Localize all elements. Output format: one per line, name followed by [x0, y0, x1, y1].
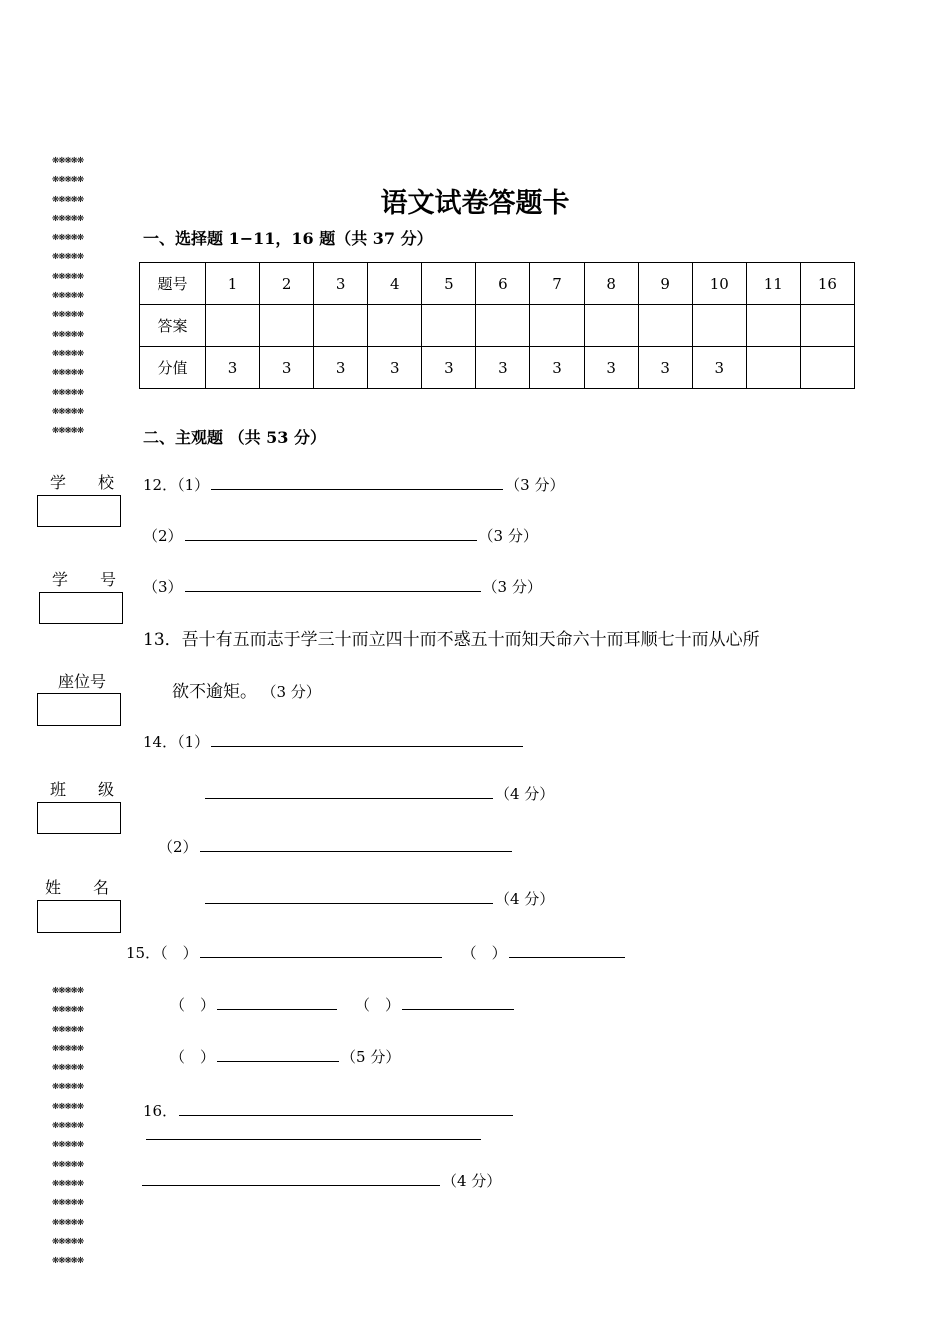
margin-star-row: ❋❋❋❋❋ [52, 1213, 84, 1228]
question-number-cell: 10 [692, 263, 746, 305]
q15-label: 15．（ ） [126, 944, 198, 962]
question-number-cell: 9 [638, 263, 692, 305]
q15-row2 [170, 994, 516, 1015]
margin-star-row: ❋❋❋❋❋ [52, 383, 84, 398]
row-label-answer: 答案 [140, 305, 206, 347]
row-label-score: 分值 [140, 347, 206, 389]
section1-heading: 一、选择题 1−11，16 题（共 37 分） [143, 229, 433, 248]
margin-star-row: ❋❋❋❋❋ [52, 1136, 84, 1151]
q16-points: （4 分） [442, 1172, 502, 1190]
q16-label: 16． [143, 1102, 178, 1120]
margin-star-row: ❋❋❋❋❋ [52, 1078, 84, 1093]
q16-answer-line-b[interactable] [146, 1139, 481, 1140]
question-number-cell: 2 [260, 263, 314, 305]
q12-2-label: （2） [143, 527, 183, 545]
q14-1 [143, 731, 525, 752]
q14-1-answer-line-b[interactable] [205, 783, 493, 799]
score-cell: 3 [476, 347, 530, 389]
seat-no-label: 座位号 [58, 672, 107, 691]
q14-1-cont [203, 783, 554, 804]
school-label: 学 校 [50, 473, 115, 492]
q14-2-label: （2） [158, 838, 198, 856]
margin-star-row: ❋❋❋❋❋ [52, 1155, 84, 1170]
question-number-cell: 11 [746, 263, 800, 305]
margin-star-row: ❋❋❋❋❋ [52, 1174, 84, 1189]
q12-3-answer-line[interactable] [185, 576, 481, 592]
margin-star-row: ❋❋❋❋❋ [52, 1001, 84, 1016]
q15-c-label: （ ） [170, 996, 216, 1014]
q12-2-points: （3 分） [478, 527, 538, 545]
margin-star-row: ❋❋❋❋❋ [52, 364, 84, 379]
question-number-cell: 4 [368, 263, 422, 305]
answer-cell[interactable] [800, 305, 854, 347]
margin-star-row: ❋❋❋❋❋ [52, 1194, 84, 1209]
page-title: 语文试卷答题卡 [380, 188, 570, 219]
q12-2 [143, 525, 538, 546]
q14-2 [158, 836, 514, 857]
q12-3 [143, 576, 542, 597]
q16-row1 [143, 1100, 515, 1121]
margin-star-row: ❋❋❋❋❋ [52, 248, 84, 263]
question-number-cell: 1 [206, 263, 260, 305]
score-cell: 3 [314, 347, 368, 389]
question-number-cell: 16 [800, 263, 854, 305]
q15-answer-line-d[interactable] [402, 994, 514, 1010]
margin-star-row: ❋❋❋❋❋ [52, 1252, 84, 1267]
margin-star-row: ❋❋❋❋❋ [52, 1039, 84, 1054]
name-label: 姓 名 [45, 878, 110, 897]
name-field[interactable] [37, 900, 121, 933]
q13-line2-text: 欲不逾矩。 [172, 682, 257, 702]
score-cell: 3 [530, 347, 584, 389]
margin-star-row: ❋❋❋❋❋ [52, 171, 84, 186]
answer-cell[interactable] [422, 305, 476, 347]
margin-stars-bottom [52, 980, 83, 1269]
answer-table [139, 262, 855, 389]
margin-star-row: ❋❋❋❋❋ [52, 344, 84, 359]
q14-1-answer-line-a[interactable] [211, 731, 523, 747]
q15-row3 [170, 1046, 400, 1067]
q13-points: （3 分） [269, 683, 321, 701]
school-field[interactable] [37, 495, 121, 527]
margin-star-row: ❋❋❋❋❋ [52, 152, 84, 166]
q15-e-label: （ ） [170, 1048, 216, 1066]
q12-1-label: 12．（1） [143, 476, 210, 494]
answer-cell[interactable] [530, 305, 584, 347]
q14-1-points: （4 分） [495, 785, 555, 803]
score-cell: 3 [422, 347, 476, 389]
q15-d-label: （ ） [355, 996, 401, 1014]
q15-answer-line-b[interactable] [509, 942, 625, 958]
q12-2-answer-line[interactable] [185, 525, 477, 541]
margin-star-row: ❋❋❋❋❋ [52, 325, 84, 340]
margin-star-row: ❋❋❋❋❋ [52, 1020, 84, 1035]
score-cell [800, 347, 854, 389]
question-number-cell: 8 [584, 263, 638, 305]
answer-cell[interactable] [314, 305, 368, 347]
score-cell: 3 [368, 347, 422, 389]
section2-heading: 二、主观题 （共 53 分） [143, 428, 326, 447]
margin-star-row: ❋❋❋❋❋ [52, 287, 84, 302]
q15-row1 [126, 942, 627, 963]
answer-cell[interactable] [368, 305, 422, 347]
margin-star-row: ❋❋❋❋❋ [52, 422, 84, 437]
q16-row3 [142, 1170, 501, 1191]
margin-star-row: ❋❋❋❋❋ [52, 1059, 84, 1074]
table-row-scores [140, 347, 855, 389]
answer-cell[interactable] [476, 305, 530, 347]
margin-star-row: ❋❋❋❋❋ [52, 190, 84, 205]
answer-cell[interactable] [746, 305, 800, 347]
margin-star-row: ❋❋❋❋❋ [52, 209, 84, 224]
q16-answer-line-c[interactable] [142, 1170, 440, 1186]
q12-1-answer-line[interactable] [211, 474, 503, 490]
margin-star-row: ❋❋❋❋❋ [52, 1232, 84, 1247]
q16-answer-line-a[interactable] [179, 1100, 513, 1116]
row-label-number: 题号 [140, 263, 206, 305]
student-no-field[interactable] [39, 592, 123, 624]
question-number-cell: 5 [422, 263, 476, 305]
margin-star-row: ❋❋❋❋❋ [52, 229, 84, 244]
score-cell: 3 [638, 347, 692, 389]
q12-1-points: （3 分） [505, 476, 565, 494]
class-field[interactable] [37, 802, 121, 834]
margin-star-row: ❋❋❋❋❋ [52, 402, 84, 417]
q15-answer-line-e[interactable] [217, 1046, 339, 1062]
q14-2-points: （4 分） [495, 890, 555, 908]
q12-3-label: （3） [143, 578, 183, 596]
answer-cell[interactable] [206, 305, 260, 347]
score-cell: 3 [260, 347, 314, 389]
seat-no-field[interactable] [37, 693, 121, 726]
answer-cell[interactable] [638, 305, 692, 347]
q12-1 [143, 474, 564, 495]
q15-points: （5 分） [341, 1048, 401, 1066]
answer-cell[interactable] [584, 305, 638, 347]
class-label: 班 级 [50, 780, 115, 799]
score-cell: 3 [584, 347, 638, 389]
q13-line2 [172, 677, 321, 702]
score-cell: 3 [692, 347, 746, 389]
margin-star-row: ❋❋❋❋❋ [52, 1097, 84, 1112]
answer-cell[interactable] [692, 305, 746, 347]
score-cell [746, 347, 800, 389]
q14-1-label: 14．（1） [143, 733, 210, 751]
q13-line1: 13．吾十有五而志于学三十而立四十而不惑五十而知天命六十而耳顺七十而从心所 [143, 630, 760, 650]
question-number-cell: 6 [476, 263, 530, 305]
q15-answer-line-c[interactable] [217, 994, 337, 1010]
table-row-numbers [140, 263, 855, 305]
student-no-label: 学 号 [52, 570, 117, 589]
margin-star-row: ❋❋❋❋❋ [52, 1117, 84, 1132]
question-number-cell: 7 [530, 263, 584, 305]
score-cell: 3 [206, 347, 260, 389]
q14-2-cont [203, 888, 554, 909]
margin-star-row: ❋❋❋❋❋ [52, 306, 84, 321]
q12-3-points: （3 分） [482, 578, 542, 596]
q14-2-answer-line-a[interactable] [200, 836, 512, 852]
q15-b-label: （ ） [461, 944, 507, 962]
q15-answer-line-a[interactable] [200, 942, 442, 958]
margin-star-row: ❋❋❋❋❋ [52, 267, 84, 282]
margin-star-row: ❋❋❋❋❋ [52, 982, 84, 996]
q14-2-answer-line-b[interactable] [205, 888, 493, 904]
answer-cell[interactable] [260, 305, 314, 347]
table-row-answers [140, 305, 855, 347]
question-number-cell: 3 [314, 263, 368, 305]
